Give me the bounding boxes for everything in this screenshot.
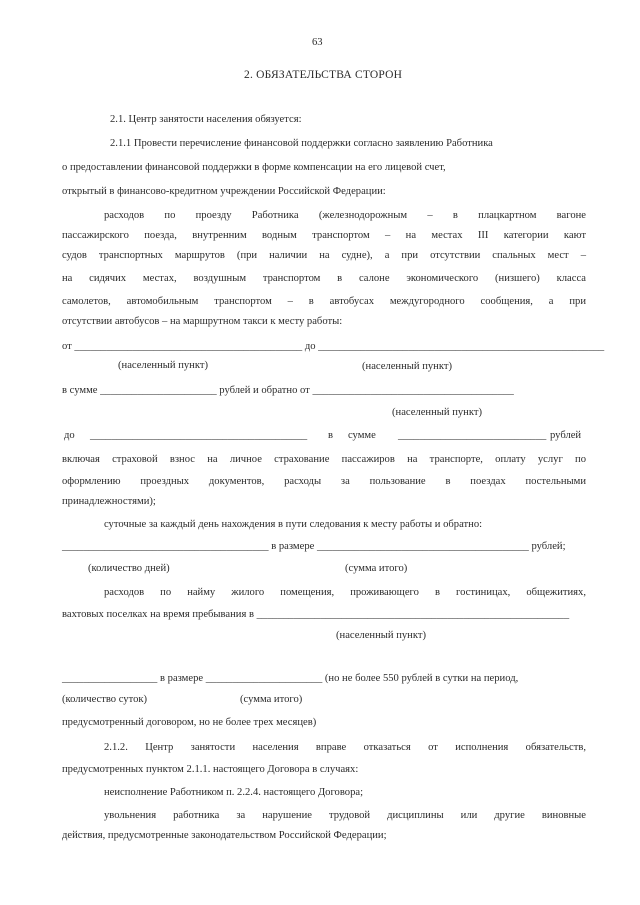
to-word: до <box>64 430 75 441</box>
daily-allowance-line: суточные за каждый день нахождения в пути следования к месту работы и обратно: <box>104 519 483 530</box>
travel-expenses-line-3: судов транспортных маршрутов (при наличии на судне), а при отсутствии спальных мест – <box>62 250 586 261</box>
section-heading: 2. ОБЯЗАТЕЛЬСТВА СТОРОН <box>244 69 403 81</box>
sum-blank: ____________________________ <box>398 430 547 441</box>
insurance-line-2: оформлению проездных документов, расходы за пользование в поездах постельными <box>62 476 586 487</box>
clause-2-1-2-line-2: предусмотренных пунктом 2.1.1. настоящего Договора в случаях: <box>62 764 359 775</box>
nonperformance-line: неисполнение Работником п. 2.2.4. настоящего Договора; <box>104 787 364 798</box>
housing-limit-line: предусмотренный договором, но не более трех месяцев) <box>62 717 317 728</box>
sum-word: сумме <box>348 430 376 441</box>
clause-2-1-1-line-2: о предоставлении финансовой поддержки в форме компенсации на его лицевой счет, <box>62 162 446 173</box>
settlement-label-housing: (населенный пункт) <box>336 630 426 641</box>
insurance-line-1: включая страховой взнос на личное страхование пассажиров на транспорте, оплату услуг по <box>62 454 586 465</box>
nights-count-label: (количество суток) <box>62 694 148 705</box>
settlement-label-return: (населенный пункт) <box>392 407 482 418</box>
to-blank: _________________________________________ <box>90 430 308 441</box>
total-sum-label: (сумма итого) <box>345 563 408 574</box>
from-to-blank-line: от ___________________________________________ до ______________________________________________________ <box>62 341 605 352</box>
travel-expenses-line-4: на сидячих местах, воздушным транспортом в салоне экономического (низшего) класса <box>62 273 586 284</box>
travel-expenses-line-6: отсутствии автобусов – на маршрутном такси к месту работы: <box>62 316 343 327</box>
dismissal-line-1: увольнения работника за нарушение трудовой дисциплины или другие виновные <box>104 810 586 821</box>
clause-2-1-2-line-1: 2.1.2. Центр занятости населения вправе отказаться от исполнения обязательств, <box>104 742 586 753</box>
clause-2-1-1-line-3: открытый в финансово-кредитном учреждении Российской Федерации: <box>62 186 386 197</box>
in-word: в <box>328 430 334 441</box>
travel-expenses-line-5: самолетов, автомобильным транспортом – в автобусах междугородного сообщения, а при <box>62 296 586 307</box>
sum-and-return-line: в сумме ______________________ рублей и обратно от ______________________________________ <box>62 385 514 396</box>
travel-expenses-line-2: пассажирского поезда, внутренним водным транспортом – на местах III категории кают <box>62 230 586 241</box>
settlement-label-from: (населенный пункт) <box>118 360 208 371</box>
housing-line-2: вахтовых поселках на время пребывания в ___________________________________________________________ <box>62 609 570 620</box>
clause-2-1: 2.1. Центр занятости населения обязуется: <box>110 114 302 125</box>
settlement-label-to: (населенный пункт) <box>362 361 452 372</box>
dismissal-line-2: действия, предусмотренные законодательством Российской Федерации; <box>62 830 387 841</box>
housing-line-1: расходов по найму жилого помещения, проживающего в гостиницах, общежитиях, <box>104 587 586 598</box>
days-count-label: (количество дней) <box>88 563 170 574</box>
page-number: 63 <box>312 37 323 48</box>
clause-2-1-1-line-1: 2.1.1 Провести перечисление финансовой поддержки согласно заявлению Работника <box>110 138 493 149</box>
travel-expenses-line-1: расходов по проезду Работника (железнодорожным – в плацкартном вагоне <box>104 210 586 221</box>
housing-amount-line: __________________ в размере ______________________ (но не более 550 рублей в сутки на период, <box>62 673 519 684</box>
rubles-word: рублей <box>550 430 582 441</box>
housing-total-label: (сумма итого) <box>240 694 303 705</box>
daily-allowance-blanks: _______________________________________ в размере ________________________________________ рублей; <box>62 541 566 552</box>
insurance-line-3: принадлежностями); <box>62 496 156 507</box>
